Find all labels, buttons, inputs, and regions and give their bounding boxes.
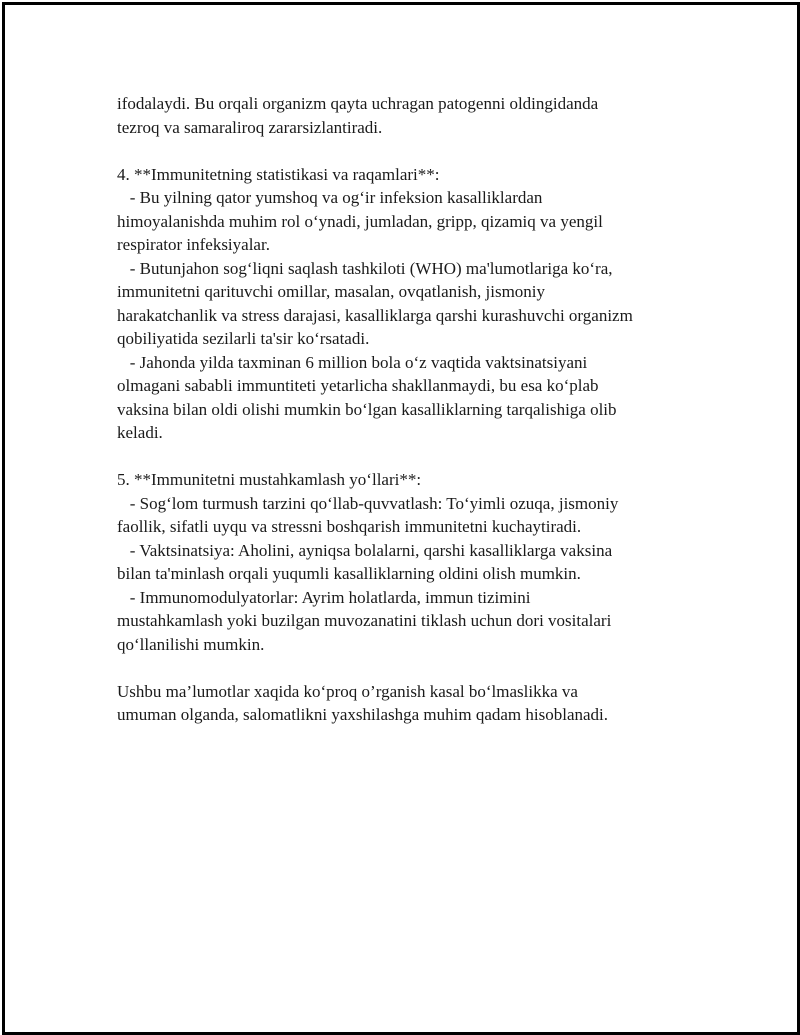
conclusion-paragraph bbox=[117, 680, 697, 727]
text-line: - Bu yilning qator yumshoq va og‘ir infeksion kasalliklardan bbox=[117, 188, 543, 207]
text-line: vaksina bilan oldi olishi mumkin bo‘lgan kasalliklarning tarqalishiga olib bbox=[117, 399, 617, 419]
text-line: - Vaktsinatsiya: Aholini, ayniqsa bolalarni, qarshi kasalliklarga vaksina bbox=[117, 540, 613, 560]
text-line: ifodalaydi. Bu orqali organizm qayta uchragan patogenni oldingidanda bbox=[117, 94, 599, 113]
paragraph-gap bbox=[117, 656, 697, 680]
text-line: respirator infeksiyalar. bbox=[117, 235, 270, 254]
document-body bbox=[117, 92, 697, 727]
text-line: himoyalanishda muhim rol o‘ynadi, jumladan, gripp, qizamiq va yengil bbox=[117, 211, 603, 231]
text-line: harakatchanlik va stress darajasi, kasalliklarga qarshi kurashuvchi organizm bbox=[117, 305, 633, 325]
text-line: olmagani sababli immuntiteti yetarlicha shakllanmaydi, bu esa ko‘plab bbox=[117, 376, 599, 395]
text-line: qobiliyatida sezilarli ta'sir ko‘rsatadi. bbox=[117, 329, 370, 348]
text-line: immunitetni qarituvchi omillar, masalan, ovqatlanish, jismoniy bbox=[117, 282, 546, 301]
paragraph-gap bbox=[117, 445, 697, 469]
text-line: Ushbu ma’lumotlar xaqida ko‘proq o’rganish kasal bo‘lmaslikka va bbox=[117, 681, 578, 701]
text-line: - Jahonda yilda taxminan 6 million bola o‘z vaqtida vaktsinatsiyani bbox=[117, 352, 588, 372]
text-line: umuman olganda, salomatlikni yaxshilashga muhim qadam hisoblanadi. bbox=[117, 705, 609, 724]
text-line: - Sog‘lom turmush tarzini qo‘llab-quvvatlash: To‘yimli ozuqa, jismoniy bbox=[117, 493, 619, 513]
text-line: mustahkamlash yoki buzilgan muvozanatini tiklash uchun dori vositalari bbox=[117, 611, 612, 630]
text-line: keladi. bbox=[117, 423, 163, 442]
text-line: - Butunjahon sog‘liqni saqlash tashkiloti (WHO) ma'lumotlariga ko‘ra, bbox=[117, 258, 613, 278]
intro-continuation-paragraph bbox=[117, 92, 697, 139]
text-line: qo‘llanilishi mumkin. bbox=[117, 634, 265, 654]
section-4-statistics bbox=[117, 163, 697, 445]
section-heading: 4. **Immunitetning statistikasi va raqamlari**: bbox=[117, 164, 440, 184]
paragraph-gap bbox=[117, 139, 697, 163]
text-line: faollik, sifatli uyqu va stressni boshqarish immunitetni kuchaytiradi. bbox=[117, 517, 582, 536]
text-line: bilan ta'minlash orqali yuqumli kasalliklarning oldini olish mumkin. bbox=[117, 564, 581, 583]
section-5-strengthening bbox=[117, 468, 697, 656]
text-line: - Immunomodulyatorlar: Ayrim holatlarda, immun tizimini bbox=[117, 587, 531, 607]
text-line: tezroq va samaraliroq zararsizlantiradi. bbox=[117, 117, 383, 137]
section-heading: 5. **Immunitetni mustahkamlash yo‘llari**: bbox=[117, 470, 422, 489]
